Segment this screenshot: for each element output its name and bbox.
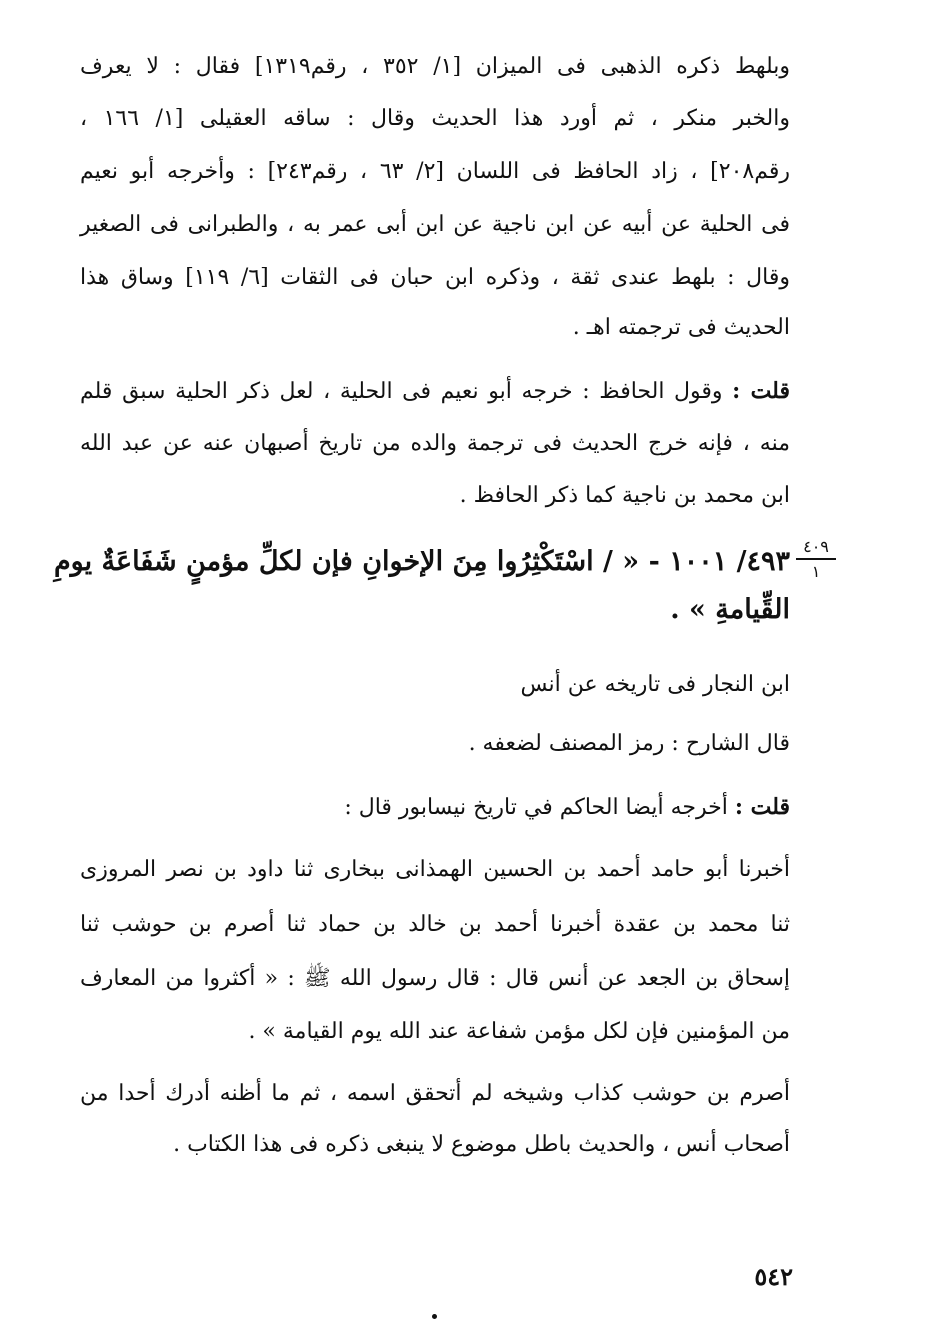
text-line: رقم٢٠٨] ، زاد الحافظ فى اللسان [٢/ ٦٣ ، رقم٢٤٣] : وأخرجه أبو نعيم <box>80 159 790 184</box>
margin-reference <box>796 538 836 581</box>
text-span: وقول الحافظ : خرجه أبو نعيم فى الحلية ، لعل ذكر الحلية سبق قلم <box>80 379 723 404</box>
page-number: ٥٤٢ <box>754 1262 793 1291</box>
text-line: ثنا محمد بن عقدة أخبرنا أحمد بن خالد بن حماد ثنا أصرم بن حوشب ثنا <box>80 912 790 937</box>
text-span: أخرجه أيضا الحاكم في تاريخ نيسابور قال : <box>344 795 728 820</box>
text-line: أصحاب أنس ، والحديث باطل موضوع لا ينبغى ذكره فى هذا الكتاب . <box>173 1132 790 1157</box>
text-line <box>80 792 790 823</box>
qultu-label: قلت : <box>734 794 790 820</box>
text-line: والخبر منكر ، ثم أورد هذا الحديث وقال : ساقه العقيلى [١/ ١٦٦ ، <box>80 106 790 131</box>
hadith-text-line: ٤٩٣/ ١٠٠١ - « / اسْتَكْثِرُوا مِنَ الإخوانِ فإن لكلِّ مؤمنٍ شَفَاعَةٌ يومِ <box>53 546 790 577</box>
text-line: أصرم بن حوشب كذاب وشيخه لم أتحقق اسمه ، ثم ما أظنه أدرك أحدا من <box>80 1081 790 1106</box>
text-line: منه ، فإنه خرج الحديث فى ترجمة والده من تاريخ أصبهان عنه عن عبد الله <box>80 431 790 456</box>
qultu-label: قلت : <box>732 378 790 404</box>
text-line: وبلهط ذكره الذهبى فى الميزان [١/ ٣٥٢ ، رقم١٣١٩] فقال : لا يعرف <box>80 54 790 79</box>
commentator-line: قال الشارح : رمز المصنف لضعفه . <box>468 731 790 756</box>
text-line: ابن محمد بن ناجية كما ذكر الحافظ . <box>459 483 790 508</box>
text-line: من المؤمنين فإن لكل مؤمن شفاعة عند الله يوم القيامة » . <box>248 1019 790 1044</box>
text-line: الحديث فى ترجمته اهـ . <box>572 315 790 340</box>
text-line <box>80 376 790 407</box>
text-line: إسحاق بن الجعد عن أنس قال : قال رسول الله ﷺ : « أكثروا من المعارف <box>80 966 790 991</box>
source-line: ابن النجار فى تاريخه عن أنس <box>520 672 790 697</box>
margin-reference-numerator: ٤٠٩ <box>796 538 836 560</box>
text-line: فى الحلية عن أبيه عن ابن ناجية عن ابن أبى عمر به ، والطبرانى فى الصغير <box>80 212 790 237</box>
scan-mark <box>432 1314 437 1319</box>
margin-reference-denominator: ١ <box>811 562 821 581</box>
text-line: أخبرنا أبو حامد أحمد بن الحسين الهمذانى ببخارى ثنا داود بن نصر المروزى <box>80 857 790 882</box>
text-line: وقال : بلهط عندى ثقة ، وذكره ابن حبان فى الثقات [٦/ ١١٩] وساق هذا <box>80 265 790 290</box>
hadith-text-line: القِّيامةِ » . <box>670 594 790 625</box>
